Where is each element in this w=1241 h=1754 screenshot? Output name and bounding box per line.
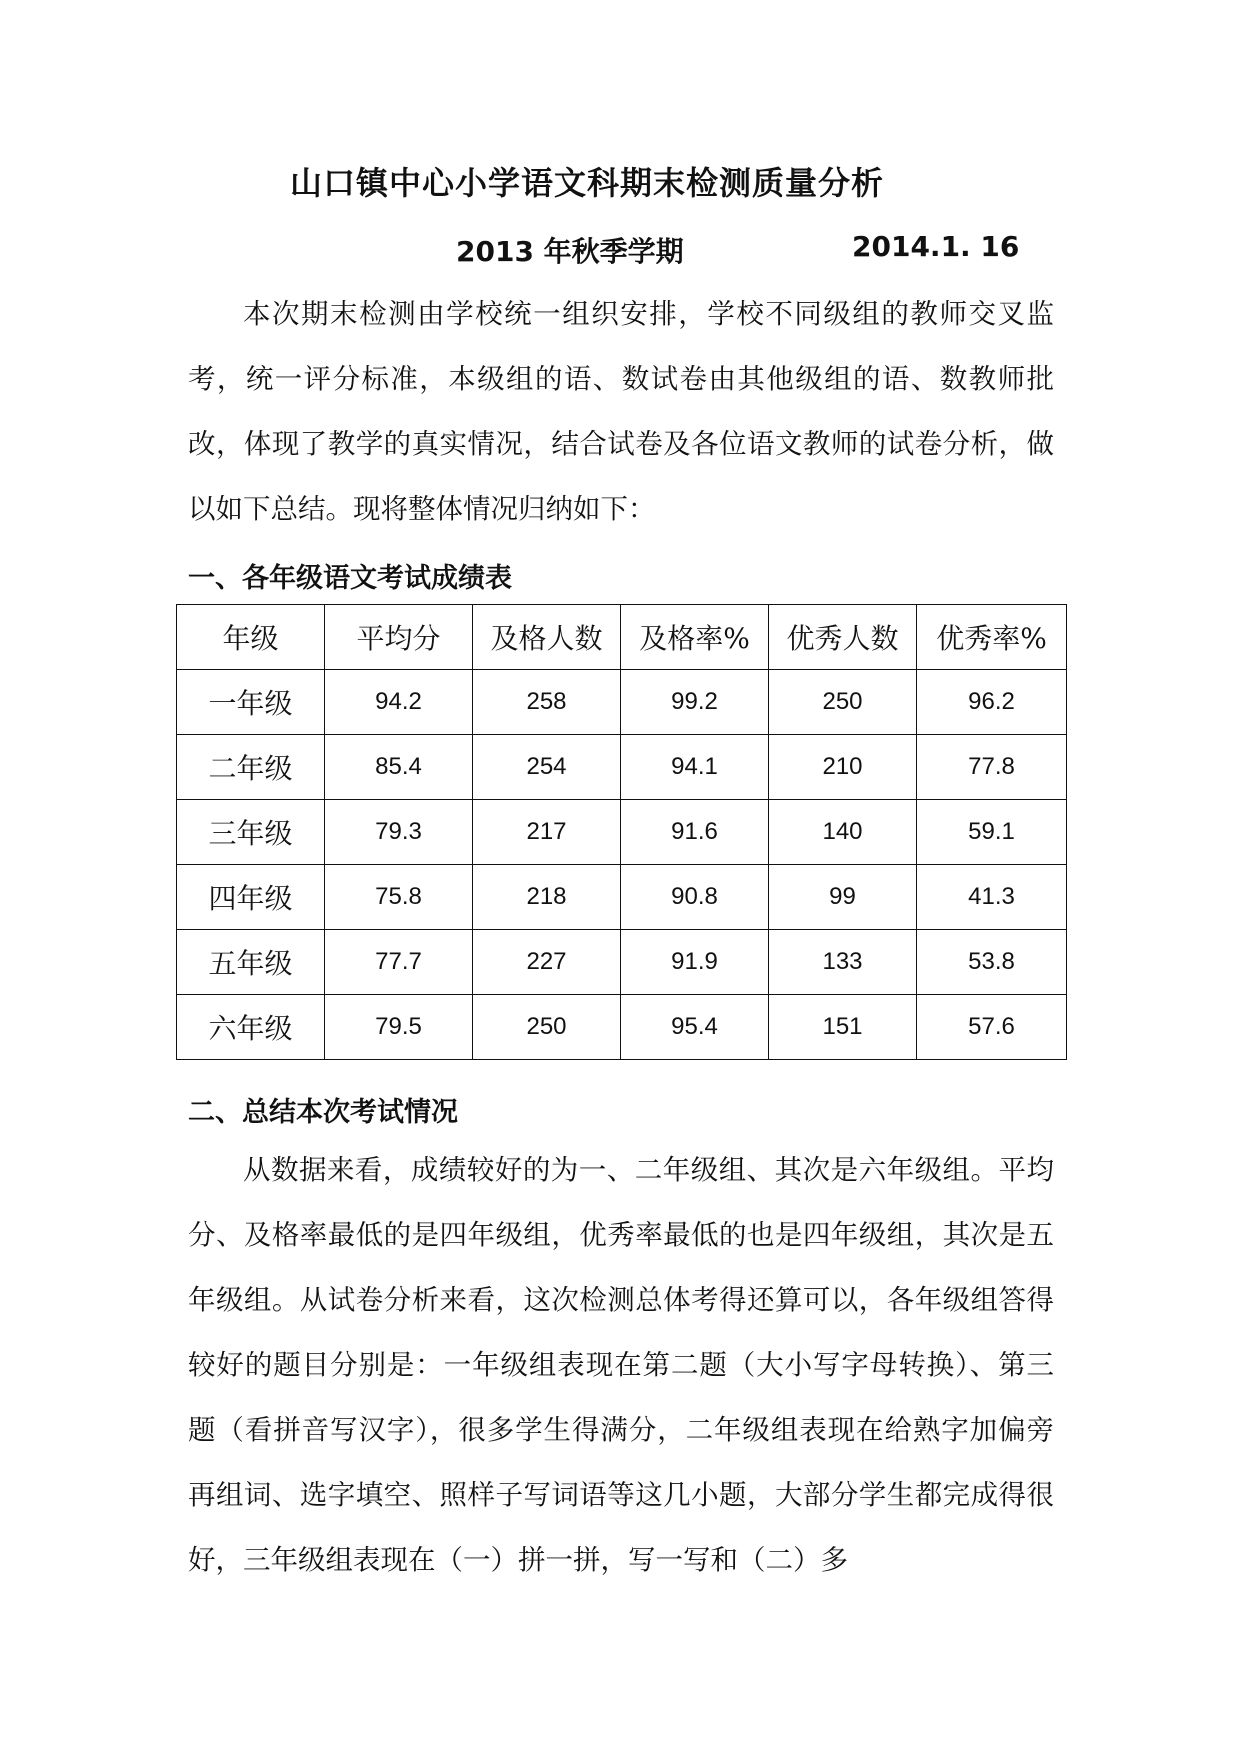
table-row (177, 865, 1067, 930)
pass-count-cell: 254 (473, 735, 621, 800)
column-header: 及格率% (621, 605, 769, 670)
term-label: 2013 年秋季学期 (456, 235, 684, 268)
column-header: 年级 (177, 605, 325, 670)
pass-count-cell: 258 (473, 670, 621, 735)
grade-cell: 二年级 (177, 735, 325, 800)
table-row (177, 930, 1067, 995)
table-row (177, 670, 1067, 735)
excellent-count-cell: 133 (769, 930, 917, 995)
avg-score-cell: 79.5 (325, 995, 473, 1060)
excellent-count-cell: 151 (769, 995, 917, 1060)
avg-score-cell: 75.8 (325, 865, 473, 930)
intro-paragraph: 本次期末检测由学校统一组织安排，学校不同级组的教师交叉监考，统一评分标准，本级组的语、数试卷由其他级组的语、数教师批改，体现了教学的真实情况，结合试卷及各位语文教师的试卷分析，做以如下总结。现将整体情况归纳如下： (188, 298, 1054, 525)
table-row (177, 800, 1067, 865)
excellent-rate-cell: 59.1 (917, 800, 1067, 865)
excellent-count-cell: 250 (769, 670, 917, 735)
pass-rate-cell: 94.1 (621, 735, 769, 800)
table-row (177, 995, 1067, 1060)
document-title: 山口镇中心小学语文科期末检测质量分析 (290, 164, 885, 202)
pass-rate-cell: 95.4 (621, 995, 769, 1060)
excellent-rate-cell: 41.3 (917, 865, 1067, 930)
section2-heading: 二、总结本次考试情况 (188, 1097, 458, 1128)
excellent-count-cell: 210 (769, 735, 917, 800)
date-label: 2014.1. 16 (852, 230, 1020, 263)
pass-rate-cell: 99.2 (621, 670, 769, 735)
grade-cell: 五年级 (177, 930, 325, 995)
excellent-count-cell: 99 (769, 865, 917, 930)
pass-rate-cell: 90.8 (621, 865, 769, 930)
pass-rate-cell: 91.6 (621, 800, 769, 865)
excellent-rate-cell: 57.6 (917, 995, 1067, 1060)
avg-score-cell: 79.3 (325, 800, 473, 865)
grade-cell: 一年级 (177, 670, 325, 735)
pass-count-cell: 217 (473, 800, 621, 865)
column-header: 平均分 (325, 605, 473, 670)
grade-cell: 三年级 (177, 800, 325, 865)
grade-cell: 六年级 (177, 995, 325, 1060)
column-header: 及格人数 (473, 605, 621, 670)
pass-count-cell: 250 (473, 995, 621, 1060)
avg-score-cell: 77.7 (325, 930, 473, 995)
pass-count-cell: 218 (473, 865, 621, 930)
pass-count-cell: 227 (473, 930, 621, 995)
column-header: 优秀人数 (769, 605, 917, 670)
table-header-row (177, 605, 1067, 670)
pass-rate-cell: 91.9 (621, 930, 769, 995)
section1-heading: 一、各年级语文考试成绩表 (188, 563, 512, 594)
grade-cell: 四年级 (177, 865, 325, 930)
avg-score-cell: 94.2 (325, 670, 473, 735)
table-row (177, 735, 1067, 800)
score-table (176, 604, 1067, 1060)
excellent-rate-cell: 96.2 (917, 670, 1067, 735)
excellent-rate-cell: 77.8 (917, 735, 1067, 800)
excellent-rate-cell: 53.8 (917, 930, 1067, 995)
summary-paragraph: 从数据来看，成绩较好的为一、二年级组、其次是六年级组。平均分、及格率最低的是四年级组，优秀率最低的也是四年级组，其次是五年级组。从试卷分析来看，这次检测总体考得还算可以，各年级组答得较好的题目分别是：一年级组表现在第二题（大小写字母转换）、第三题（看拼音写汉字），很多学生得满分，二年级组表现在给熟字加偏旁再组词、选字填空、照样子写词语等这几小题，大部分学生都完成得很好，三年级组表现在（一）拼一拼，写一写和（二）多 (188, 1154, 1054, 1576)
excellent-count-cell: 140 (769, 800, 917, 865)
avg-score-cell: 85.4 (325, 735, 473, 800)
column-header: 优秀率% (917, 605, 1067, 670)
